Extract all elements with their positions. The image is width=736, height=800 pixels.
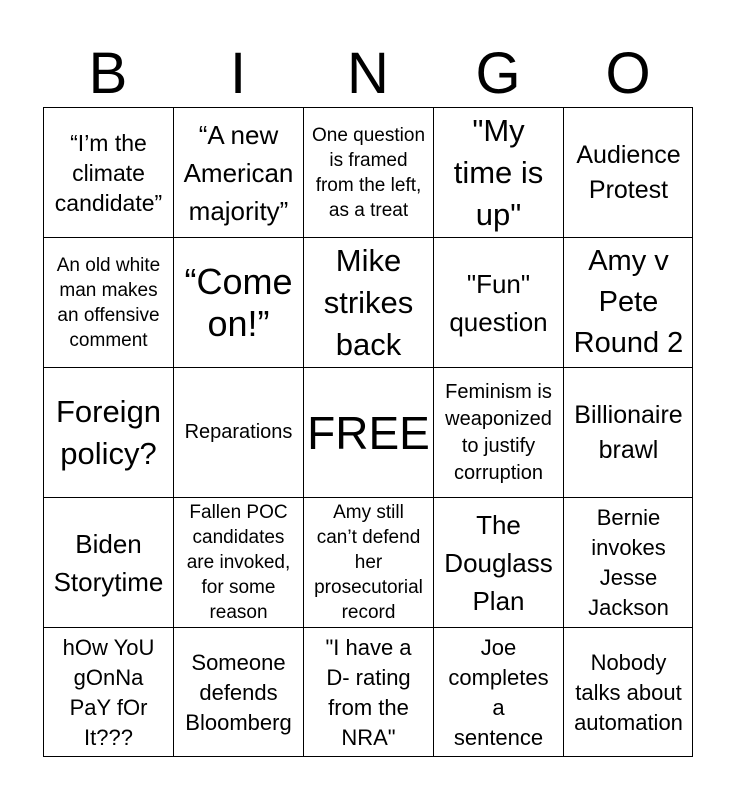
cell-text: Biden Storytime xyxy=(53,528,164,597)
bingo-cell[interactable] xyxy=(563,237,693,367)
cell-text: "I have a D- rating from the NRA" xyxy=(325,634,412,750)
bingo-cell[interactable] xyxy=(563,107,693,237)
cell-text: "Fun" question xyxy=(449,268,548,337)
free-space-text: FREE xyxy=(307,406,430,459)
cell-text: Fallen POC candidates are invoked, for some reason xyxy=(186,502,291,623)
cell-text: “I’m the climate candidate” xyxy=(54,129,163,216)
header-letter-o: O xyxy=(605,41,651,106)
cell-text: Nobody talks about automation xyxy=(574,649,683,735)
bingo-cell[interactable] xyxy=(303,627,433,757)
bingo-cell[interactable] xyxy=(173,497,303,627)
bingo-card-grid xyxy=(43,107,693,757)
bingo-cell[interactable] xyxy=(43,497,173,627)
cell-text: “A new American majority” xyxy=(183,119,294,226)
cell-text: hOw YoU gOnNa PaY fOr It??? xyxy=(62,634,155,750)
header-letter-i: I xyxy=(229,41,247,106)
free-space-cell[interactable] xyxy=(303,367,433,497)
bingo-header xyxy=(43,40,693,108)
bingo-cell[interactable] xyxy=(173,107,303,237)
cell-text: Bernie invokes Jesse Jackson xyxy=(588,504,669,620)
bingo-cell[interactable] xyxy=(433,627,563,757)
bingo-cell[interactable] xyxy=(173,237,303,367)
header-letter-g: G xyxy=(475,41,521,106)
cell-text: Audience Protest xyxy=(576,140,681,204)
bingo-cell[interactable] xyxy=(433,497,563,627)
cell-text: One question is framed from the left, as a treat xyxy=(311,124,426,221)
cell-text: Foreign policy? xyxy=(55,393,162,471)
bingo-cell[interactable] xyxy=(173,627,303,757)
bingo-cell[interactable] xyxy=(303,107,433,237)
bingo-cell[interactable] xyxy=(563,627,693,757)
bingo-cell[interactable] xyxy=(43,237,173,367)
bingo-cell[interactable] xyxy=(563,367,693,497)
cell-text: Someone defends Bloomberg xyxy=(185,649,292,735)
bingo-cell[interactable] xyxy=(43,627,173,757)
cell-text: Billionaire brawl xyxy=(574,400,683,464)
cell-text: Mike strikes back xyxy=(323,242,414,362)
bingo-cell[interactable] xyxy=(173,367,303,497)
bingo-cell[interactable] xyxy=(433,107,563,237)
cell-text: Reparations xyxy=(184,421,293,443)
cell-text: The Douglass Plan xyxy=(444,509,553,616)
cell-text: “Come on!” xyxy=(184,260,293,344)
bingo-cell[interactable] xyxy=(303,497,433,627)
header-letter-b: B xyxy=(88,41,128,106)
cell-text: An old white man makes an offensive comment xyxy=(56,254,161,351)
bingo-cell[interactable] xyxy=(303,237,433,367)
header-letter-n: N xyxy=(347,41,389,106)
bingo-cell[interactable] xyxy=(563,497,693,627)
cell-text: Amy v Pete Round 2 xyxy=(573,245,684,359)
bingo-cell[interactable] xyxy=(433,237,563,367)
cell-text: Feminism is weaponized to justify corruption xyxy=(445,380,552,484)
cell-text: Amy still can’t defend her prosecutorial record xyxy=(314,502,423,623)
bingo-cell[interactable] xyxy=(433,367,563,497)
cell-text: Joe completes a sentence xyxy=(448,634,549,750)
bingo-cell[interactable] xyxy=(43,367,173,497)
cell-text: "My time is up" xyxy=(453,112,544,232)
bingo-cell[interactable] xyxy=(43,107,173,237)
